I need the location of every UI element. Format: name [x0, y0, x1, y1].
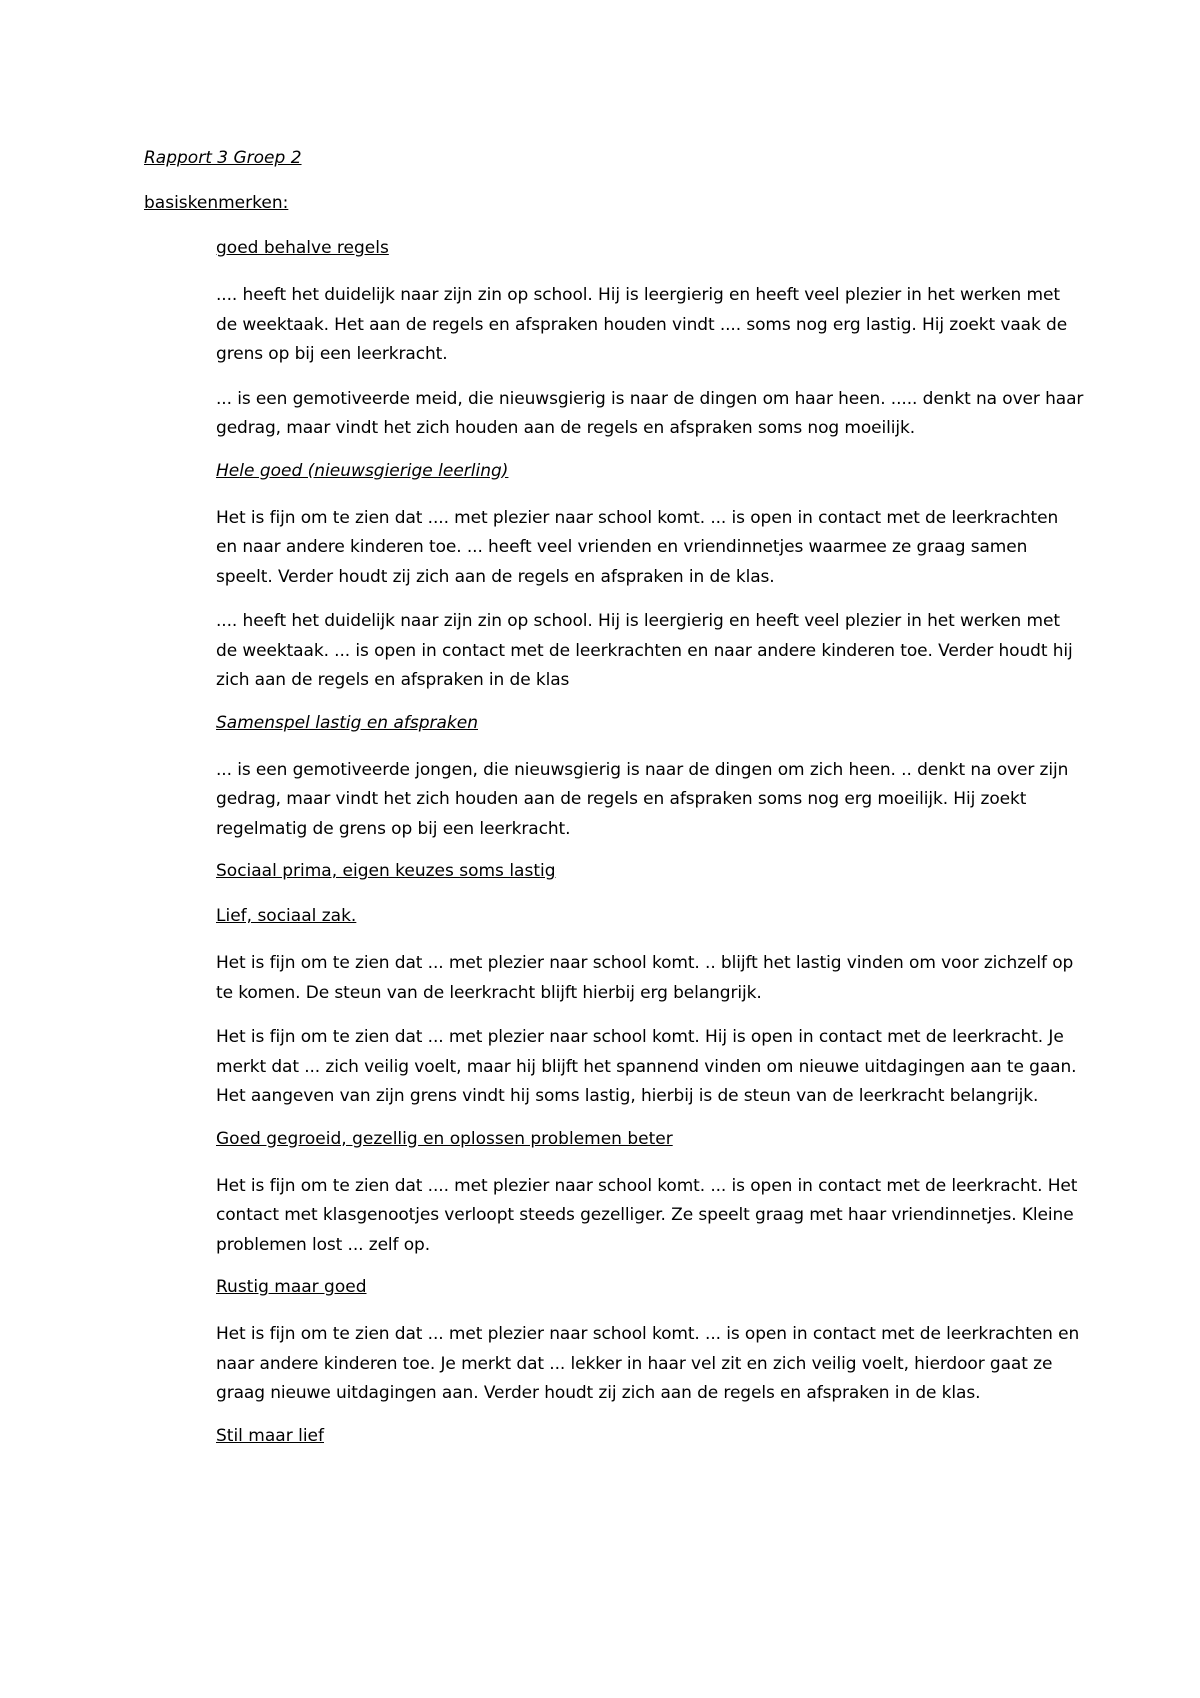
paragraph: .... heeft het duidelijk naar zijn zin op school. Hij is leergierig en heeft veel plezier in het werken met de weektaak. Het aan de regels en afspraken houden vindt .... soms nog erg lastig. Hij zoekt vaak de grens op bij een leerkracht.	[216, 285, 1068, 364]
section-heading: Stil maar lief	[216, 1425, 324, 1446]
paragraph: Het is fijn om te zien dat ... met plezier naar school komt. ... is open in contact met de leerkrachten en naar andere kinderen toe. Je merkt dat ... lekker in haar vel zit en zich veilig voelt, hierdoor gaat ze graag nieuwe uitdagingen aan. Verder houdt zij zich aan de regels en afspraken in de klas.	[216, 1324, 1080, 1403]
paragraph: Het is fijn om te zien dat .... met plezier naar school komt. ... is open in contact met de leerkracht. Het contact met klasgenootjes verloopt steeds gezelliger. Ze speelt graag met haar vriendinnetjes. Kleine problemen lost ... zelf op.	[216, 1175, 1078, 1255]
document-body	[144, 146, 1084, 1469]
sections-container	[216, 236, 1084, 1448]
paragraph: Het is fijn om te zien dat .... met plezier naar school komt. ... is open in contact met de leerkrachten en naar andere kinderen toe. ... heeft veel vrienden en vriendinnetjes waarmee ze graag samen speelt. Verder houdt zij zich aan de regels en afspraken in de klas.	[216, 507, 1059, 587]
paragraph: Het is fijn om te zien dat ... met plezier naar school komt. Hij is open in contact met de leerkracht. Je merkt dat ... zich veilig voelt, maar hij blijft het spannend vinden om nieuwe uitdagingen aan te gaan. Het aangeven van zijn grens vindt hij soms lastig, hierbij is de steun van de leerkracht belangrijk.	[216, 1027, 1077, 1106]
paragraph: ... is een gemotiveerde meid, die nieuwsgierig is naar de dingen om haar heen. ..... denkt na over haar gedrag, maar vindt het zich houden aan de regels en afspraken soms nog moeilijk.	[216, 388, 1084, 438]
paragraph: .... heeft het duidelijk naar zijn zin op school. Hij is leergierig en heeft veel plezier in het werken met de weektaak. ... is open in contact met de leerkrachten en naar andere kinderen toe. Verder houdt hij zich aan de regels en afspraken in de klas	[216, 611, 1073, 690]
section-heading: Rustig maar goed	[216, 1277, 367, 1297]
paragraph: ... is een gemotiveerde jongen, die nieuwsgierig is naar de dingen om zich heen. .. denkt na over zijn gedrag, maar vindt het zich houden aan de regels en afspraken soms nog erg moeilijk. Hij zoekt regelmatig de grens op bij een leerkracht.	[216, 759, 1069, 839]
section-heading: Hele goed (nieuwsgierige leerling)	[216, 460, 509, 481]
document-subtitle: basiskenmerken:	[144, 193, 289, 213]
section-heading: Samenspel lastig en afspraken	[216, 712, 478, 733]
section-heading: Sociaal prima, eigen keuzes soms lastig	[216, 861, 556, 881]
section-heading: goed behalve regels	[216, 238, 389, 258]
document-title: Rapport 3 Groep 2	[144, 148, 302, 168]
paragraph: Het is fijn om te zien dat ... met plezier naar school komt. .. blijft het lastig vinden om voor zichzelf op te komen. De steun van de leerkracht blijft hierbij erg belangrijk.	[216, 953, 1074, 1003]
section-heading: Lief, sociaal zak.	[216, 906, 357, 926]
section-heading: Goed gegroeid, gezellig en oplossen problemen beter	[216, 1128, 673, 1149]
